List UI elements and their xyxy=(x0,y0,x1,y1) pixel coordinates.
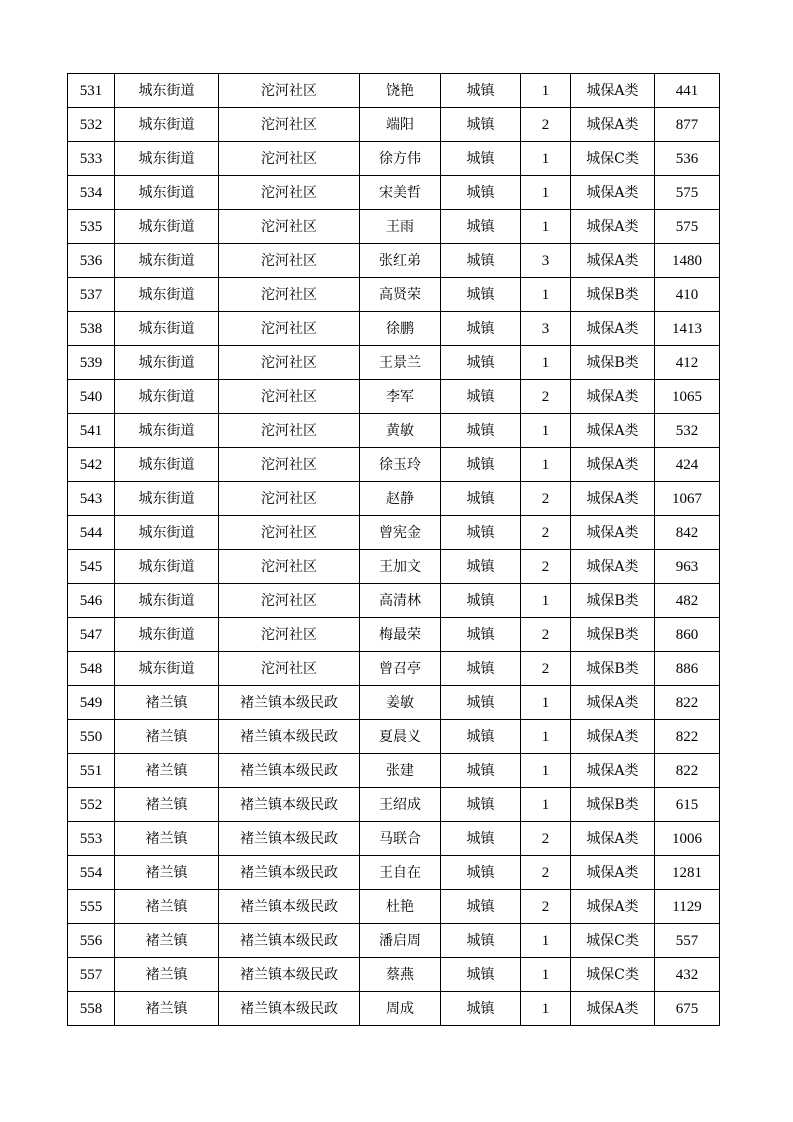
category-cell: 城保A类 xyxy=(571,380,655,414)
subdistrict-cell: 城东街道 xyxy=(115,584,219,618)
household-size-cell: 1 xyxy=(521,74,571,108)
category-cell: 城保A类 xyxy=(571,210,655,244)
household-size-cell: 1 xyxy=(521,346,571,380)
household-size-cell: 2 xyxy=(521,856,571,890)
name-cell: 梅最荣 xyxy=(360,618,441,652)
serial-number-cell: 537 xyxy=(68,278,115,312)
amount-cell: 1065 xyxy=(655,380,720,414)
subdistrict-cell: 城东街道 xyxy=(115,142,219,176)
serial-number-cell: 554 xyxy=(68,856,115,890)
subdistrict-cell: 城东街道 xyxy=(115,550,219,584)
table-row xyxy=(68,652,720,686)
data-table xyxy=(67,73,720,1026)
community-cell: 沱河社区 xyxy=(219,74,360,108)
subdistrict-cell: 城东街道 xyxy=(115,516,219,550)
subdistrict-cell: 城东街道 xyxy=(115,176,219,210)
category-cell: 城保A类 xyxy=(571,856,655,890)
community-cell: 沱河社区 xyxy=(219,550,360,584)
area-type-cell: 城镇 xyxy=(441,958,521,992)
area-type-cell: 城镇 xyxy=(441,142,521,176)
table-row xyxy=(68,754,720,788)
serial-number-cell: 540 xyxy=(68,380,115,414)
amount-cell: 877 xyxy=(655,108,720,142)
household-size-cell: 1 xyxy=(521,278,571,312)
amount-cell: 1480 xyxy=(655,244,720,278)
subdistrict-cell: 城东街道 xyxy=(115,108,219,142)
area-type-cell: 城镇 xyxy=(441,312,521,346)
table-row xyxy=(68,278,720,312)
area-type-cell: 城镇 xyxy=(441,822,521,856)
area-type-cell: 城镇 xyxy=(441,210,521,244)
name-cell: 蔡燕 xyxy=(360,958,441,992)
category-cell: 城保B类 xyxy=(571,584,655,618)
table-row xyxy=(68,312,720,346)
serial-number-cell: 543 xyxy=(68,482,115,516)
area-type-cell: 城镇 xyxy=(441,754,521,788)
subdistrict-cell: 褚兰镇 xyxy=(115,754,219,788)
community-cell: 褚兰镇本级民政 xyxy=(219,754,360,788)
subdistrict-cell: 城东街道 xyxy=(115,312,219,346)
area-type-cell: 城镇 xyxy=(441,482,521,516)
household-size-cell: 1 xyxy=(521,924,571,958)
serial-number-cell: 553 xyxy=(68,822,115,856)
area-type-cell: 城镇 xyxy=(441,720,521,754)
serial-number-cell: 548 xyxy=(68,652,115,686)
amount-cell: 575 xyxy=(655,176,720,210)
table-row xyxy=(68,346,720,380)
household-size-cell: 2 xyxy=(521,618,571,652)
category-cell: 城保C类 xyxy=(571,958,655,992)
name-cell: 王绍成 xyxy=(360,788,441,822)
subdistrict-cell: 城东街道 xyxy=(115,210,219,244)
serial-number-cell: 542 xyxy=(68,448,115,482)
category-cell: 城保B类 xyxy=(571,652,655,686)
table-row xyxy=(68,210,720,244)
area-type-cell: 城镇 xyxy=(441,244,521,278)
category-cell: 城保A类 xyxy=(571,720,655,754)
category-cell: 城保B类 xyxy=(571,278,655,312)
category-cell: 城保A类 xyxy=(571,482,655,516)
amount-cell: 536 xyxy=(655,142,720,176)
serial-number-cell: 556 xyxy=(68,924,115,958)
name-cell: 马联合 xyxy=(360,822,441,856)
area-type-cell: 城镇 xyxy=(441,992,521,1026)
table-row xyxy=(68,414,720,448)
name-cell: 徐玉玲 xyxy=(360,448,441,482)
name-cell: 高清林 xyxy=(360,584,441,618)
name-cell: 杜艳 xyxy=(360,890,441,924)
community-cell: 沱河社区 xyxy=(219,448,360,482)
area-type-cell: 城镇 xyxy=(441,278,521,312)
table-row xyxy=(68,482,720,516)
amount-cell: 822 xyxy=(655,754,720,788)
amount-cell: 1006 xyxy=(655,822,720,856)
household-size-cell: 1 xyxy=(521,176,571,210)
name-cell: 徐方伟 xyxy=(360,142,441,176)
category-cell: 城保A类 xyxy=(571,686,655,720)
serial-number-cell: 547 xyxy=(68,618,115,652)
household-size-cell: 3 xyxy=(521,244,571,278)
name-cell: 王雨 xyxy=(360,210,441,244)
amount-cell: 557 xyxy=(655,924,720,958)
name-cell: 高贤荣 xyxy=(360,278,441,312)
serial-number-cell: 533 xyxy=(68,142,115,176)
area-type-cell: 城镇 xyxy=(441,890,521,924)
household-size-cell: 3 xyxy=(521,312,571,346)
serial-number-cell: 534 xyxy=(68,176,115,210)
amount-cell: 575 xyxy=(655,210,720,244)
area-type-cell: 城镇 xyxy=(441,108,521,142)
name-cell: 王景兰 xyxy=(360,346,441,380)
community-cell: 褚兰镇本级民政 xyxy=(219,890,360,924)
table-row xyxy=(68,856,720,890)
subdistrict-cell: 褚兰镇 xyxy=(115,890,219,924)
amount-cell: 822 xyxy=(655,720,720,754)
category-cell: 城保A类 xyxy=(571,754,655,788)
community-cell: 沱河社区 xyxy=(219,210,360,244)
category-cell: 城保B类 xyxy=(571,346,655,380)
community-cell: 沱河社区 xyxy=(219,108,360,142)
table-row xyxy=(68,74,720,108)
table-row xyxy=(68,618,720,652)
name-cell: 黄敏 xyxy=(360,414,441,448)
table-row xyxy=(68,788,720,822)
community-cell: 沱河社区 xyxy=(219,516,360,550)
area-type-cell: 城镇 xyxy=(441,856,521,890)
category-cell: 城保A类 xyxy=(571,312,655,346)
amount-cell: 1413 xyxy=(655,312,720,346)
name-cell: 徐鹏 xyxy=(360,312,441,346)
name-cell: 夏晨义 xyxy=(360,720,441,754)
subdistrict-cell: 城东街道 xyxy=(115,278,219,312)
subdistrict-cell: 城东街道 xyxy=(115,482,219,516)
serial-number-cell: 551 xyxy=(68,754,115,788)
subdistrict-cell: 城东街道 xyxy=(115,414,219,448)
name-cell: 曾宪金 xyxy=(360,516,441,550)
amount-cell: 886 xyxy=(655,652,720,686)
area-type-cell: 城镇 xyxy=(441,380,521,414)
subdistrict-cell: 城东街道 xyxy=(115,652,219,686)
household-size-cell: 2 xyxy=(521,380,571,414)
amount-cell: 615 xyxy=(655,788,720,822)
data-table-container xyxy=(67,73,720,1026)
name-cell: 宋美哲 xyxy=(360,176,441,210)
area-type-cell: 城镇 xyxy=(441,346,521,380)
name-cell: 饶艳 xyxy=(360,74,441,108)
amount-cell: 860 xyxy=(655,618,720,652)
amount-cell: 432 xyxy=(655,958,720,992)
category-cell: 城保C类 xyxy=(571,142,655,176)
subdistrict-cell: 城东街道 xyxy=(115,448,219,482)
name-cell: 张建 xyxy=(360,754,441,788)
category-cell: 城保A类 xyxy=(571,108,655,142)
category-cell: 城保A类 xyxy=(571,244,655,278)
area-type-cell: 城镇 xyxy=(441,618,521,652)
name-cell: 端阳 xyxy=(360,108,441,142)
subdistrict-cell: 褚兰镇 xyxy=(115,924,219,958)
serial-number-cell: 545 xyxy=(68,550,115,584)
community-cell: 沱河社区 xyxy=(219,142,360,176)
subdistrict-cell: 城东街道 xyxy=(115,244,219,278)
serial-number-cell: 546 xyxy=(68,584,115,618)
community-cell: 褚兰镇本级民政 xyxy=(219,992,360,1026)
table-row xyxy=(68,890,720,924)
name-cell: 潘启周 xyxy=(360,924,441,958)
community-cell: 沱河社区 xyxy=(219,414,360,448)
household-size-cell: 1 xyxy=(521,686,571,720)
area-type-cell: 城镇 xyxy=(441,74,521,108)
name-cell: 李军 xyxy=(360,380,441,414)
amount-cell: 1067 xyxy=(655,482,720,516)
area-type-cell: 城镇 xyxy=(441,176,521,210)
area-type-cell: 城镇 xyxy=(441,516,521,550)
household-size-cell: 1 xyxy=(521,992,571,1026)
name-cell: 周成 xyxy=(360,992,441,1026)
household-size-cell: 1 xyxy=(521,720,571,754)
area-type-cell: 城镇 xyxy=(441,686,521,720)
community-cell: 褚兰镇本级民政 xyxy=(219,822,360,856)
table-row xyxy=(68,516,720,550)
subdistrict-cell: 褚兰镇 xyxy=(115,788,219,822)
table-row xyxy=(68,380,720,414)
community-cell: 沱河社区 xyxy=(219,312,360,346)
household-size-cell: 1 xyxy=(521,448,571,482)
area-type-cell: 城镇 xyxy=(441,414,521,448)
subdistrict-cell: 褚兰镇 xyxy=(115,992,219,1026)
table-row xyxy=(68,958,720,992)
amount-cell: 410 xyxy=(655,278,720,312)
subdistrict-cell: 城东街道 xyxy=(115,618,219,652)
category-cell: 城保A类 xyxy=(571,516,655,550)
serial-number-cell: 538 xyxy=(68,312,115,346)
category-cell: 城保A类 xyxy=(571,448,655,482)
serial-number-cell: 549 xyxy=(68,686,115,720)
household-size-cell: 2 xyxy=(521,822,571,856)
table-row xyxy=(68,584,720,618)
serial-number-cell: 550 xyxy=(68,720,115,754)
table-row xyxy=(68,448,720,482)
name-cell: 王自在 xyxy=(360,856,441,890)
category-cell: 城保A类 xyxy=(571,550,655,584)
community-cell: 褚兰镇本级民政 xyxy=(219,788,360,822)
serial-number-cell: 557 xyxy=(68,958,115,992)
table-row xyxy=(68,686,720,720)
subdistrict-cell: 褚兰镇 xyxy=(115,686,219,720)
table-body xyxy=(68,74,720,1026)
category-cell: 城保B类 xyxy=(571,788,655,822)
table-row xyxy=(68,244,720,278)
community-cell: 沱河社区 xyxy=(219,618,360,652)
household-size-cell: 2 xyxy=(521,516,571,550)
category-cell: 城保A类 xyxy=(571,822,655,856)
household-size-cell: 2 xyxy=(521,890,571,924)
area-type-cell: 城镇 xyxy=(441,448,521,482)
table-row xyxy=(68,142,720,176)
household-size-cell: 2 xyxy=(521,108,571,142)
serial-number-cell: 544 xyxy=(68,516,115,550)
category-cell: 城保A类 xyxy=(571,992,655,1026)
table-row xyxy=(68,822,720,856)
subdistrict-cell: 城东街道 xyxy=(115,380,219,414)
table-row xyxy=(68,992,720,1026)
household-size-cell: 1 xyxy=(521,754,571,788)
amount-cell: 482 xyxy=(655,584,720,618)
amount-cell: 441 xyxy=(655,74,720,108)
name-cell: 王加文 xyxy=(360,550,441,584)
table-row xyxy=(68,176,720,210)
household-size-cell: 1 xyxy=(521,210,571,244)
serial-number-cell: 539 xyxy=(68,346,115,380)
community-cell: 褚兰镇本级民政 xyxy=(219,958,360,992)
table-row xyxy=(68,720,720,754)
community-cell: 褚兰镇本级民政 xyxy=(219,720,360,754)
community-cell: 沱河社区 xyxy=(219,652,360,686)
subdistrict-cell: 褚兰镇 xyxy=(115,958,219,992)
serial-number-cell: 531 xyxy=(68,74,115,108)
community-cell: 褚兰镇本级民政 xyxy=(219,856,360,890)
community-cell: 褚兰镇本级民政 xyxy=(219,686,360,720)
area-type-cell: 城镇 xyxy=(441,788,521,822)
category-cell: 城保C类 xyxy=(571,924,655,958)
community-cell: 沱河社区 xyxy=(219,346,360,380)
community-cell: 沱河社区 xyxy=(219,278,360,312)
household-size-cell: 1 xyxy=(521,788,571,822)
amount-cell: 1129 xyxy=(655,890,720,924)
serial-number-cell: 532 xyxy=(68,108,115,142)
serial-number-cell: 536 xyxy=(68,244,115,278)
amount-cell: 822 xyxy=(655,686,720,720)
category-cell: 城保A类 xyxy=(571,74,655,108)
subdistrict-cell: 褚兰镇 xyxy=(115,856,219,890)
amount-cell: 424 xyxy=(655,448,720,482)
amount-cell: 675 xyxy=(655,992,720,1026)
community-cell: 沱河社区 xyxy=(219,244,360,278)
area-type-cell: 城镇 xyxy=(441,550,521,584)
community-cell: 沱河社区 xyxy=(219,482,360,516)
name-cell: 曾召亭 xyxy=(360,652,441,686)
name-cell: 张红弟 xyxy=(360,244,441,278)
community-cell: 沱河社区 xyxy=(219,176,360,210)
serial-number-cell: 552 xyxy=(68,788,115,822)
subdistrict-cell: 城东街道 xyxy=(115,346,219,380)
household-size-cell: 1 xyxy=(521,142,571,176)
subdistrict-cell: 城东街道 xyxy=(115,74,219,108)
community-cell: 褚兰镇本级民政 xyxy=(219,924,360,958)
household-size-cell: 1 xyxy=(521,414,571,448)
household-size-cell: 2 xyxy=(521,550,571,584)
amount-cell: 1281 xyxy=(655,856,720,890)
serial-number-cell: 541 xyxy=(68,414,115,448)
subdistrict-cell: 褚兰镇 xyxy=(115,720,219,754)
serial-number-cell: 535 xyxy=(68,210,115,244)
area-type-cell: 城镇 xyxy=(441,584,521,618)
name-cell: 姜敏 xyxy=(360,686,441,720)
amount-cell: 532 xyxy=(655,414,720,448)
category-cell: 城保A类 xyxy=(571,176,655,210)
serial-number-cell: 558 xyxy=(68,992,115,1026)
household-size-cell: 1 xyxy=(521,958,571,992)
community-cell: 沱河社区 xyxy=(219,584,360,618)
category-cell: 城保A类 xyxy=(571,890,655,924)
table-row xyxy=(68,108,720,142)
household-size-cell: 1 xyxy=(521,584,571,618)
amount-cell: 412 xyxy=(655,346,720,380)
community-cell: 沱河社区 xyxy=(219,380,360,414)
amount-cell: 842 xyxy=(655,516,720,550)
table-row xyxy=(68,550,720,584)
category-cell: 城保B类 xyxy=(571,618,655,652)
name-cell: 赵静 xyxy=(360,482,441,516)
subdistrict-cell: 褚兰镇 xyxy=(115,822,219,856)
table-row xyxy=(68,924,720,958)
household-size-cell: 2 xyxy=(521,652,571,686)
area-type-cell: 城镇 xyxy=(441,652,521,686)
category-cell: 城保A类 xyxy=(571,414,655,448)
area-type-cell: 城镇 xyxy=(441,924,521,958)
amount-cell: 963 xyxy=(655,550,720,584)
household-size-cell: 2 xyxy=(521,482,571,516)
serial-number-cell: 555 xyxy=(68,890,115,924)
